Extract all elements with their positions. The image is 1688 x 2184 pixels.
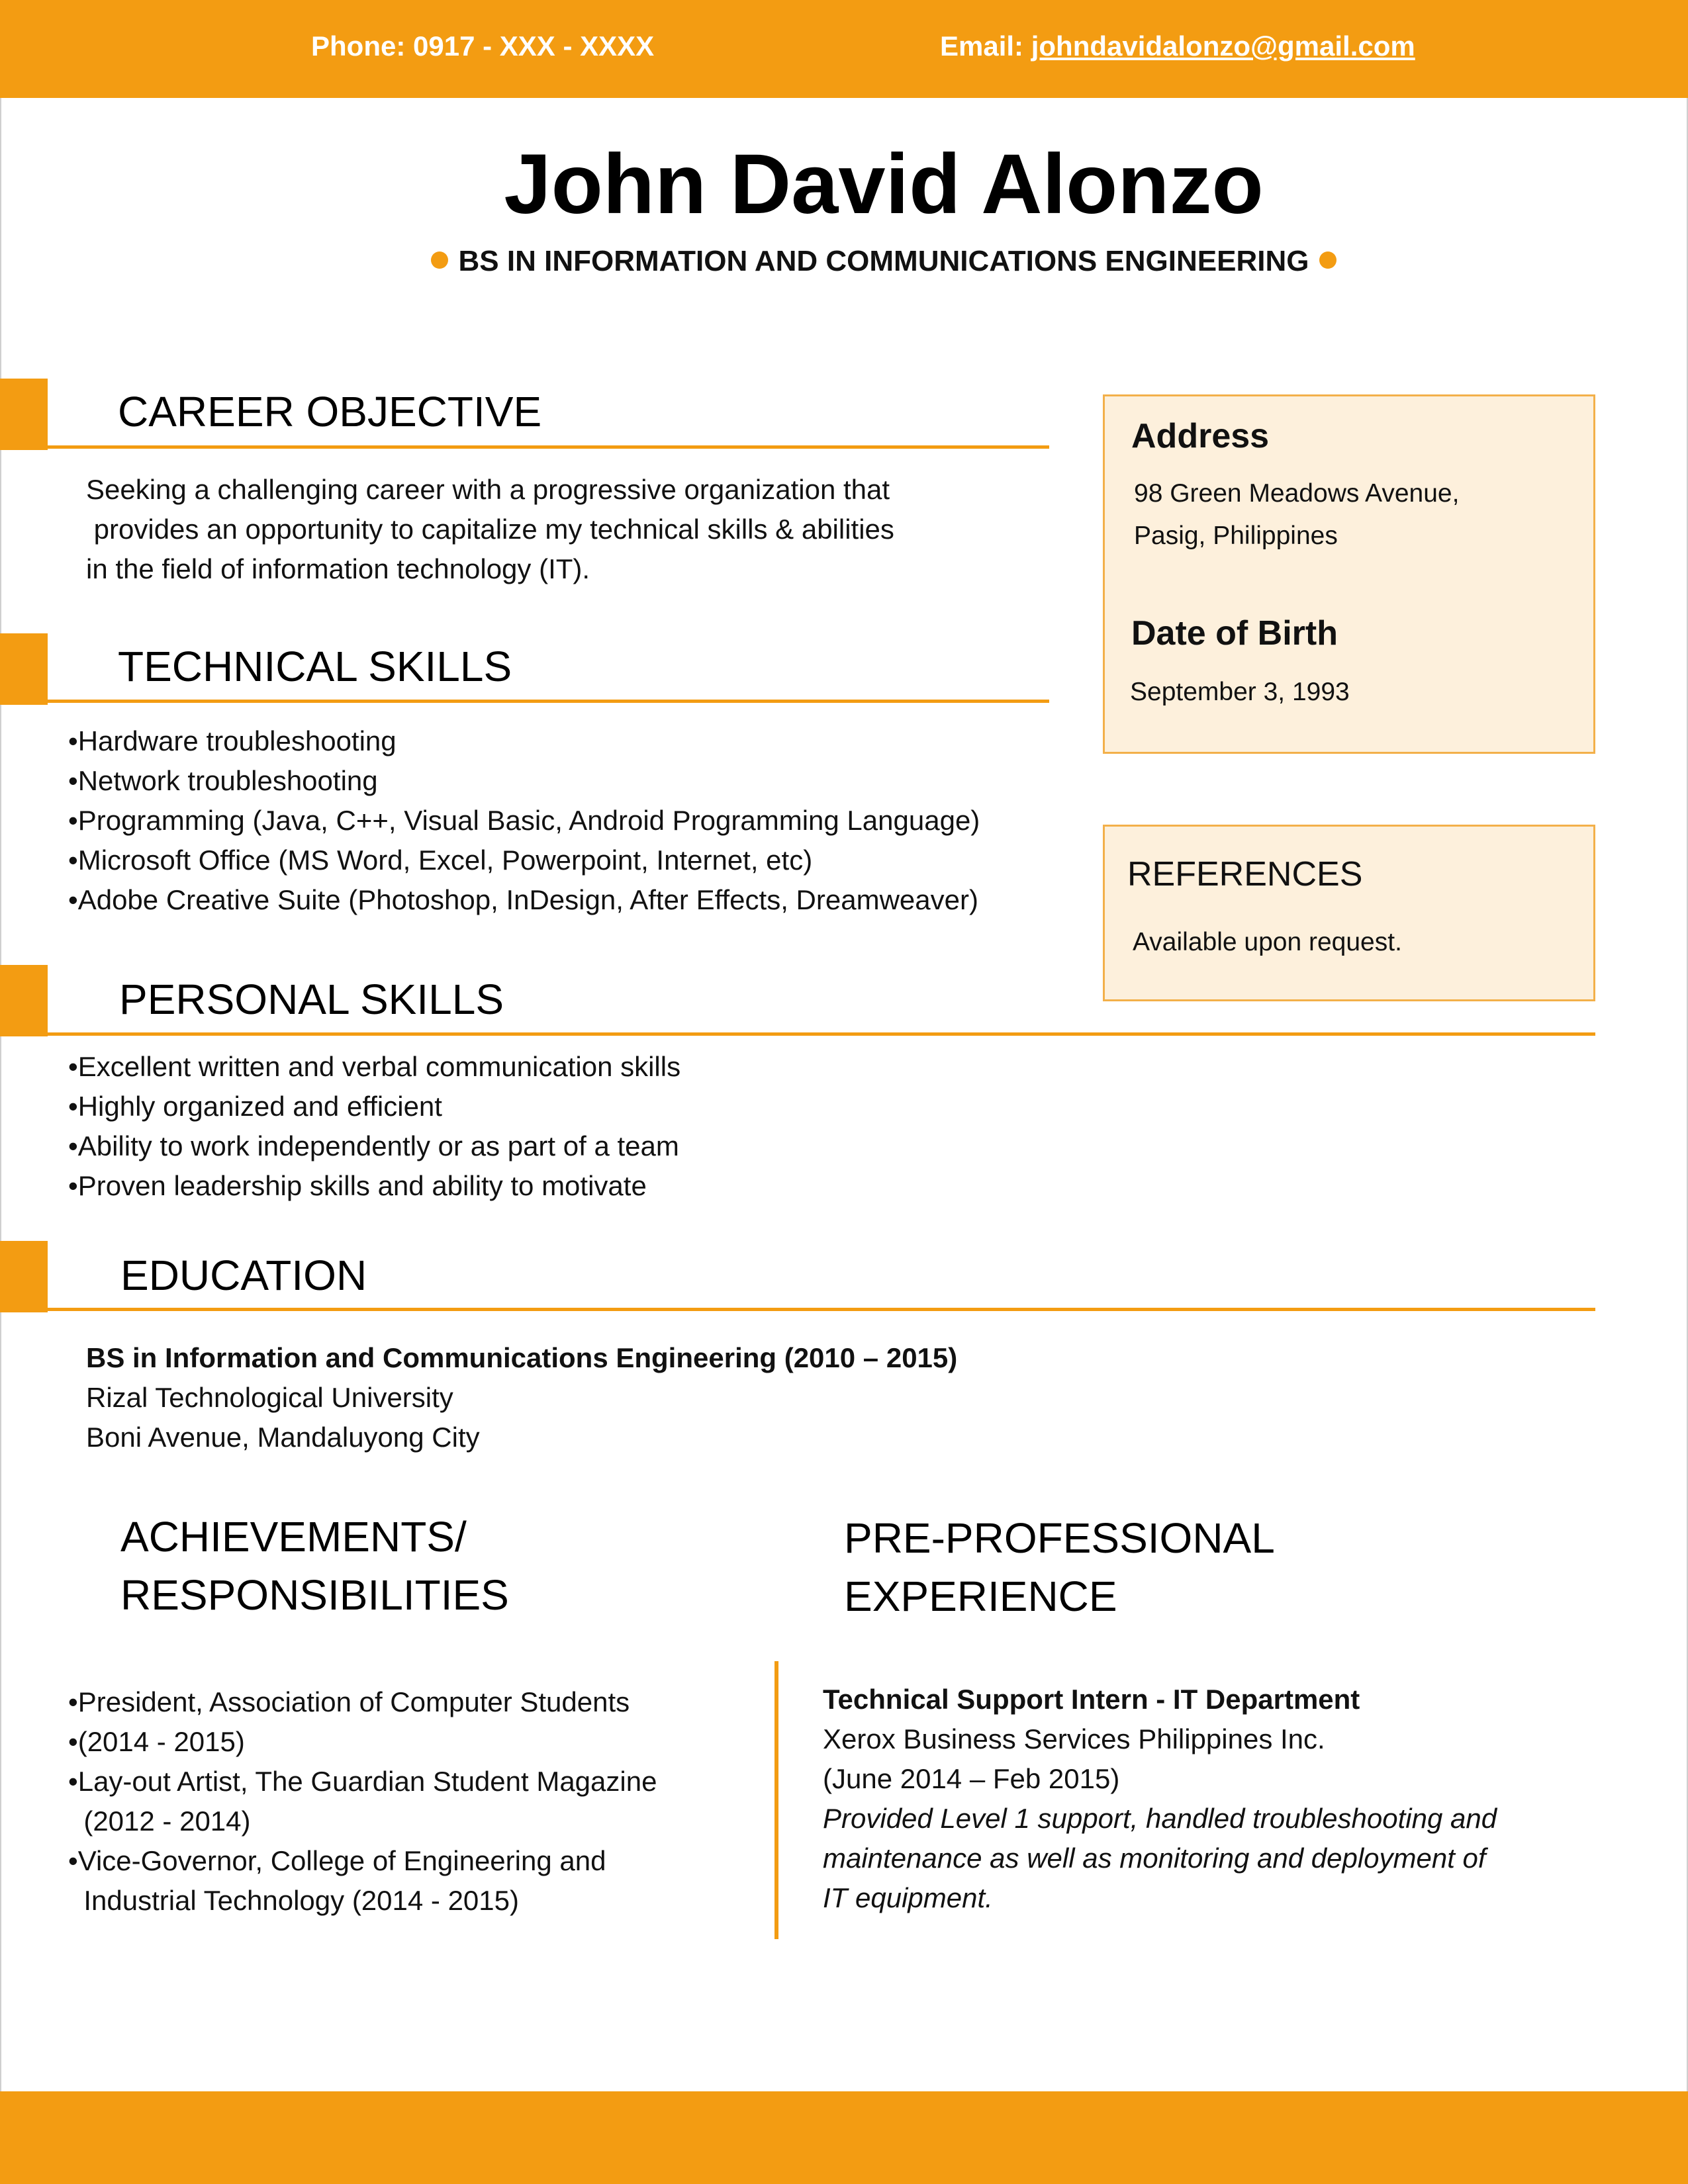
- career-objective-marker: [0, 379, 48, 450]
- technical-skills-marker: [0, 633, 48, 705]
- degree-text: BS IN INFORMATION AND COMMUNICATIONS ENGINEERING: [458, 245, 1309, 277]
- experience-title-line: PRE-PROFESSIONAL: [844, 1514, 1275, 1562]
- list-item: •Programming (Java, C++, Visual Basic, Android Programming Language): [68, 805, 980, 836]
- education-details: [86, 1338, 957, 1457]
- achievements-title: [120, 1508, 509, 1624]
- education-location: Boni Avenue, Mandaluyong City: [86, 1422, 480, 1453]
- career-objective-text: [86, 470, 894, 589]
- list-item: •(2014 - 2015): [68, 1726, 245, 1757]
- list-item: •President, Association of Computer Students: [68, 1686, 630, 1717]
- address-text: [1134, 473, 1459, 557]
- phone-text: Phone: 0917 - XXX - XXXX: [311, 30, 655, 62]
- achievements-title-line: ACHIEVEMENTS/: [120, 1513, 467, 1561]
- education-rule: [48, 1308, 1595, 1311]
- list-item: (2012 - 2014): [68, 1805, 251, 1837]
- footer-bar: [0, 2091, 1688, 2184]
- references-text: Available upon request.: [1133, 928, 1402, 956]
- career-objective-title: CAREER OBJECTIVE: [118, 388, 542, 435]
- technical-skills-rule: [48, 700, 1049, 703]
- experience-description-line: maintenance as well as monitoring and deployment of: [823, 1843, 1486, 1874]
- career-objective-rule: [48, 445, 1049, 449]
- experience-details: [823, 1680, 1497, 1918]
- bullet-dot-left: [431, 251, 448, 269]
- education-degree: BS in Information and Communications Engineering (2010 – 2015): [86, 1342, 958, 1373]
- header-bar: [0, 0, 1688, 98]
- list-item: •Ability to work independently or as part of a team: [68, 1130, 679, 1161]
- list-item: •Highly organized and efficient: [68, 1091, 442, 1122]
- technical-skills-list: [68, 721, 980, 920]
- experience-period: (June 2014 – Feb 2015): [823, 1763, 1120, 1794]
- email-contact: [940, 30, 1415, 62]
- personal-info-box: [1103, 394, 1595, 754]
- bullet-dot-right: [1319, 251, 1336, 269]
- list-item: •Proven leadership skills and ability to motivate: [68, 1170, 647, 1201]
- education-title: EDUCATION: [120, 1251, 367, 1299]
- experience-position: Technical Support Intern - IT Department: [823, 1684, 1360, 1715]
- personal-skills-title: PERSONAL SKILLS: [119, 976, 504, 1023]
- list-item: •Hardware troubleshooting: [68, 725, 397, 756]
- candidate-name: John David Alonzo: [504, 137, 1264, 232]
- education-marker: [0, 1241, 48, 1312]
- references-box: [1103, 825, 1595, 1001]
- career-objective-line: Seeking a challenging career with a progressive organization that: [86, 474, 890, 505]
- experience-company: Xerox Business Services Philippines Inc.: [823, 1723, 1325, 1754]
- experience-description-line: IT equipment.: [823, 1882, 993, 1913]
- list-item: •Vice-Governor, College of Engineering and: [68, 1845, 606, 1876]
- address-line: 98 Green Meadows Avenue,: [1134, 479, 1460, 508]
- dob-label: Date of Birth: [1131, 614, 1338, 653]
- email-label: Email:: [940, 30, 1031, 62]
- experience-title-line: EXPERIENCE: [844, 1572, 1117, 1620]
- technical-skills-title: TECHNICAL SKILLS: [118, 643, 512, 690]
- references-label: REFERENCES: [1127, 855, 1363, 893]
- email-link[interactable]: johndavidalonzo@gmail.com: [1031, 30, 1415, 62]
- degree-subtitle: [0, 245, 1688, 278]
- list-item: •Adobe Creative Suite (Photoshop, InDesign, After Effects, Dreamweaver): [68, 884, 978, 915]
- list-item: •Lay-out Artist, The Guardian Student Magazine: [68, 1766, 657, 1797]
- achievements-title-line: RESPONSIBILITIES: [120, 1571, 509, 1619]
- list-item: Industrial Technology (2014 - 2015): [68, 1885, 519, 1916]
- career-objective-line: provides an opportunity to capitalize my technical skills & abilities: [86, 514, 894, 545]
- address-label: Address: [1131, 417, 1270, 455]
- list-item: •Network troubleshooting: [68, 765, 378, 796]
- experience-description-line: Provided Level 1 support, handled troubleshooting and: [823, 1803, 1497, 1834]
- education-school: Rizal Technological University: [86, 1382, 453, 1413]
- career-objective-line: in the field of information technology (IT).: [86, 553, 590, 584]
- personal-skills-list: [68, 1047, 680, 1206]
- address-line: Pasig, Philippines: [1134, 522, 1338, 550]
- achievements-list: [68, 1682, 657, 1921]
- list-item: •Microsoft Office (MS Word, Excel, Powerpoint, Internet, etc): [68, 844, 813, 876]
- personal-skills-marker: [0, 965, 48, 1036]
- list-item: •Excellent written and verbal communication skills: [68, 1051, 681, 1082]
- personal-skills-rule: [48, 1032, 1595, 1036]
- experience-title: [844, 1509, 1275, 1625]
- dob-value: September 3, 1993: [1130, 678, 1350, 706]
- column-divider: [774, 1661, 778, 1939]
